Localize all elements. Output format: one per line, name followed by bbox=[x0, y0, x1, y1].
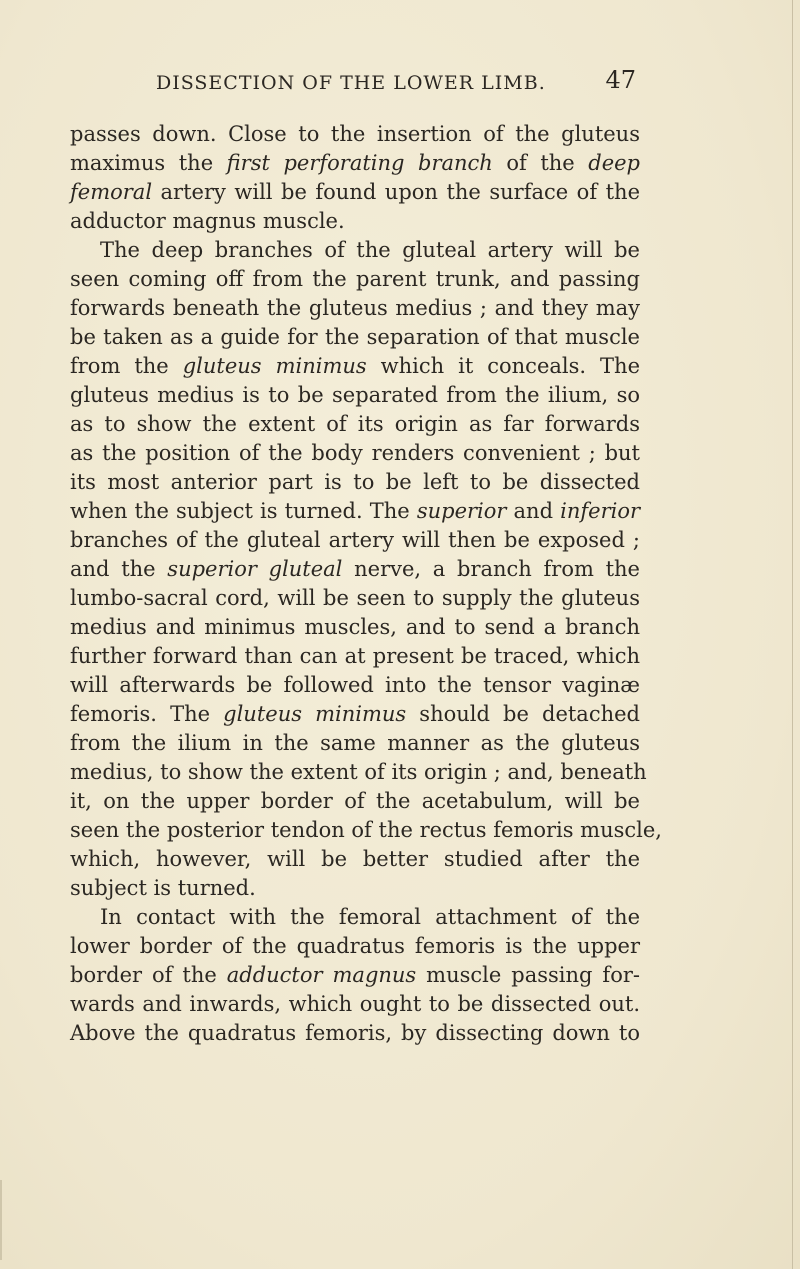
text-line bbox=[70, 787, 640, 816]
text-line bbox=[70, 120, 640, 149]
text-segment: which, however, will be better studied after the bbox=[70, 847, 640, 871]
text-segment: medius, to show the extent of its origin ; and, beneath bbox=[70, 760, 647, 784]
page-header bbox=[156, 66, 636, 108]
text-line bbox=[70, 642, 640, 671]
text-segment: wards and inwards, which ought to be dissected out. bbox=[70, 992, 640, 1016]
text-segment: The deep branches of the gluteal artery will be bbox=[100, 238, 640, 262]
text-segment: artery will be found upon the surface of the bbox=[152, 180, 640, 204]
text-segment: medius and minimus muscles, and to send a branch bbox=[70, 615, 640, 639]
text-line bbox=[70, 526, 640, 555]
running-head: DISSECTION OF THE LOWER LIMB. bbox=[156, 72, 546, 94]
text-segment: In contact with the femoral attachment of the bbox=[100, 905, 640, 929]
text-line bbox=[70, 845, 640, 874]
italic-term: superior gluteal bbox=[167, 557, 343, 581]
text-line bbox=[70, 555, 640, 584]
text-segment: passes down. Close to the insertion of the gluteus bbox=[70, 122, 640, 146]
italic-term: gluteus minimus bbox=[182, 354, 367, 378]
text-segment: maximus the bbox=[70, 151, 227, 175]
text-line bbox=[70, 497, 640, 526]
text-segment: border of the bbox=[70, 963, 227, 987]
text-segment: seen the posterior tendon of the rectus femoris muscle, bbox=[70, 818, 662, 842]
text-segment: forwards beneath the gluteus medius ; and they may bbox=[70, 296, 640, 320]
text-line bbox=[70, 816, 662, 845]
text-segment: be taken as a guide for the separation of that muscle bbox=[70, 325, 640, 349]
text-segment: adductor magnus muscle. bbox=[70, 209, 345, 233]
text-line bbox=[70, 352, 640, 381]
text-line bbox=[70, 410, 640, 439]
text-segment: and bbox=[506, 499, 561, 523]
text-segment: gluteus medius is to be separated from the ilium, so bbox=[70, 383, 640, 407]
text-line bbox=[70, 149, 640, 178]
text-line bbox=[70, 729, 640, 758]
text-segment: as the position of the body renders convenient ; but bbox=[70, 441, 640, 465]
text-line bbox=[70, 584, 640, 613]
text-segment: lower border of the quadratus femoris is the upper bbox=[70, 934, 640, 958]
text-segment: muscle passing for- bbox=[416, 963, 640, 987]
text-segment: subject is turned. bbox=[70, 876, 256, 900]
text-segment: when the subject is turned. The bbox=[70, 499, 417, 523]
text-segment: and the bbox=[70, 557, 168, 581]
text-line bbox=[70, 381, 640, 410]
text-line bbox=[70, 468, 640, 497]
italic-term: gluteus minimus bbox=[223, 702, 407, 726]
text-segment: femoris. The bbox=[70, 702, 224, 726]
italic-term: femoral bbox=[70, 180, 153, 204]
text-segment: seen coming off from the parent trunk, and passing bbox=[70, 267, 640, 291]
italic-term: inferior bbox=[560, 499, 641, 523]
text-line bbox=[70, 961, 640, 990]
text-line bbox=[70, 439, 640, 468]
text-segment: branches of the gluteal artery will then be exposed ; bbox=[70, 528, 640, 552]
body-text bbox=[70, 120, 662, 1048]
text-line bbox=[70, 1019, 640, 1048]
italic-term: superior bbox=[416, 499, 507, 523]
text-line bbox=[70, 236, 640, 265]
text-segment: from the bbox=[70, 354, 183, 378]
text-segment: lumbo-sacral cord, will be seen to supply the gluteus bbox=[70, 586, 640, 610]
page-edge bbox=[792, 0, 793, 1269]
text-line bbox=[70, 700, 640, 729]
page-number: 47 bbox=[605, 66, 636, 94]
text-segment: nerve, a branch from the bbox=[342, 557, 640, 581]
text-line bbox=[70, 990, 640, 1019]
text-line bbox=[70, 265, 640, 294]
text-line bbox=[70, 874, 640, 903]
text-segment: it, on the upper border of the acetabulum, will be bbox=[70, 789, 640, 813]
text-segment: should be detached bbox=[406, 702, 640, 726]
text-line bbox=[70, 323, 640, 352]
text-line bbox=[70, 178, 640, 207]
text-segment: as to show the extent of its origin as far forwards bbox=[70, 412, 640, 436]
text-line bbox=[70, 207, 640, 236]
page-edge-left bbox=[0, 1180, 2, 1260]
text-line bbox=[70, 903, 640, 932]
text-segment: Above the quadratus femoris, by dissecting down to bbox=[70, 1021, 640, 1045]
text-line bbox=[70, 758, 647, 787]
text-segment: which it conceals. The bbox=[366, 354, 641, 378]
text-line bbox=[70, 294, 640, 323]
italic-term: first perforating branch bbox=[226, 151, 493, 175]
text-segment: from the ilium in the same manner as the gluteus bbox=[70, 731, 640, 755]
text-segment: its most anterior part is to be left to be dissected bbox=[70, 470, 640, 494]
text-segment: of the bbox=[492, 151, 589, 175]
text-segment: further forward than can at present be traced, which bbox=[70, 644, 640, 668]
italic-term: deep bbox=[588, 151, 640, 175]
text-segment: will afterwards be followed into the tensor vaginæ bbox=[70, 673, 640, 697]
text-line bbox=[70, 613, 640, 642]
text-line bbox=[70, 932, 640, 961]
italic-term: adductor magnus bbox=[226, 963, 417, 987]
text-line bbox=[70, 671, 640, 700]
